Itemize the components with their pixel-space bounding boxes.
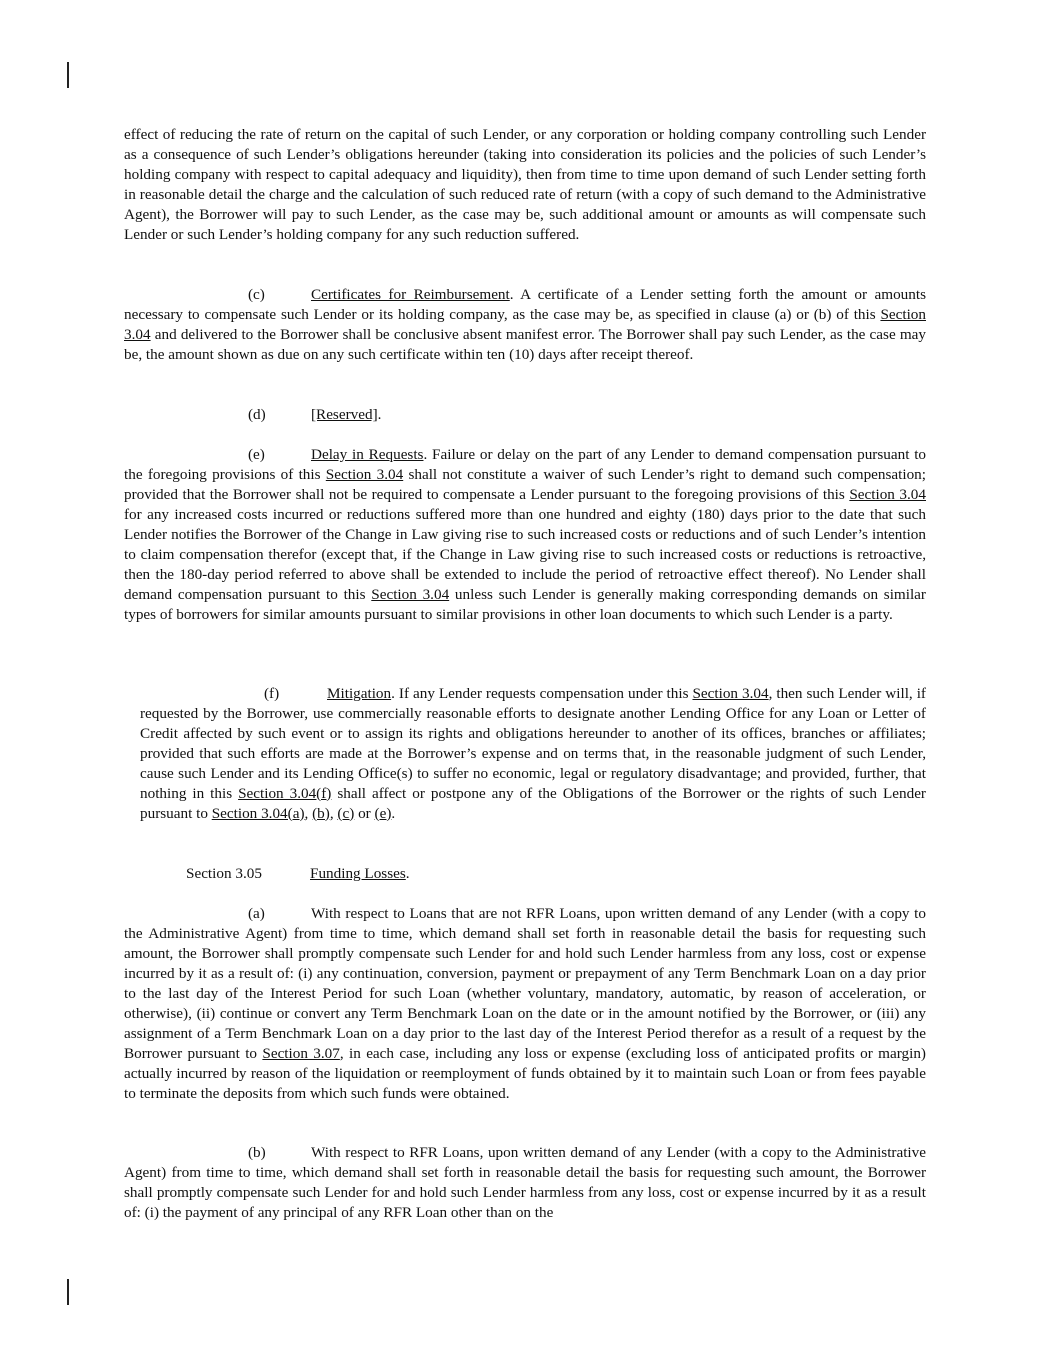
clause-e-text-3: for any increased costs incurred or reductions suffered more than one hundred and eighty (180) days prior to the date that such Lender notifies the Borrower of the Change in Law giving rise to such increased costs or reductions and of such Lender’s intention to claim compensation therefor (except that, if the Change in Law giving rise to such increased costs or reductions is retroactive, then the 180-day period referred to above shall be extended to include the period of retroactive effect thereof). No Lender shall demand compensation pursuant to this (124, 505, 926, 603)
section-title-tail: . (405, 865, 410, 882)
clause-c-text-1: . A certificate of a Lender setting forth the amount or amounts necessary to compensate such Lender or its holding company, as the case may be, as specified in clause (a) or (b) of this (124, 286, 926, 323)
paragraph-e (124, 445, 926, 625)
section-ref-f-2[interactable]: Section 3.04(f) (238, 784, 332, 802)
section-ref-f-6[interactable]: (e) (374, 804, 392, 822)
clause-d-tail: . (377, 406, 382, 423)
section-ref-f-5[interactable]: (c) (337, 804, 355, 822)
clause-f-text-1: . If any Lender requests compensation under this (391, 685, 693, 702)
clause-a-text-2: , in each case, including any loss or expense (excluding loss of anticipated profits or margin) actually incurred by reason of the liquidation or reemployment of funds obtained by it to maintain such Loan or from fees payable to terminate the deposits from which such funds were obtained. (124, 1044, 926, 1102)
section-title: Funding Losses (310, 865, 406, 882)
clause-f-sep-2: , (329, 804, 338, 822)
section-ref-f-3[interactable]: Section 3.04(a) (211, 804, 305, 822)
clause-e-text-2: shall not constitute a waiver of such Lender’s right to demand such compensation; provided that the Borrower shall not be required to compensate a Lender pursuant to the foregoing provisions of this (124, 465, 926, 503)
paragraph-continuation-text: effect of reducing the rate of return on the capital of such Lender, or any corporation or holding company controlling such Lender as a consequence of such Lender’s obligations hereunder (taking into consideration its policies and the policies of such Lender’s holding company with respect to capital adequacy and liquidity), then from time to time upon demand of such Lender setting forth in reasonable detail the charge and the calculation of such reduced rate of return (with a copy of such demand to the Administrative Agent), the Borrower will pay to such Lender, as the case may be, such additional amount or amounts as will compensate such Lender or such Lender’s holding company for any such reduction suffered. (124, 126, 926, 243)
clause-label-b: (b) (248, 1144, 266, 1161)
clause-title-c: Certificates for Reimbursement (311, 286, 510, 303)
clause-f-tail: . (391, 804, 396, 822)
section-number: Section 3.05 (186, 865, 262, 882)
clause-title-f: Mitigation (327, 685, 392, 702)
revision-bar-top (67, 62, 69, 88)
paragraph-d (124, 405, 926, 425)
clause-title-d: [Reserved] (311, 406, 378, 423)
section-ref-e-1[interactable]: Section 3.04 (325, 465, 404, 483)
clause-e-text-4: unless such Lender is generally making corresponding demands on similar types of borrowers for similar amounts pursuant to similar provisions in other loan documents to which such Lender is a party. (124, 585, 926, 623)
clause-c-text-2: and delivered to the Borrower shall be conclusive absent manifest error. The Borrower shall pay such Lender, as the case may be, the amount shown as due on any such certificate within ten (10) days after receipt thereof. (124, 325, 926, 363)
clause-label-a: (a) (248, 905, 265, 922)
clause-f-sep-1: , (304, 804, 313, 822)
clause-label-c: (c) (248, 286, 265, 303)
section-ref-e-2[interactable]: Section 3.04 (849, 485, 926, 503)
clause-f-text-2: , then such Lender will, if requested by the Borrower, use commercially reasonable efforts to designate another Lending Office for any Loan or Letter of Credit affected by such event or to assign its rights and obligations hereunder to another of its offices, branches or affiliates; provided that such efforts are made at the Borrower’s expense and on terms that, in the reasonable judgment of such Lender, cause such Lender and its Lending Office(s) to suffer no economic, legal or regulatory disadvantage; and provided, further, that nothing in this (140, 685, 926, 802)
paragraph-b (124, 1143, 926, 1223)
section-ref-a-1[interactable]: Section 3.07 (262, 1044, 340, 1062)
paragraph-a (124, 904, 926, 1104)
revision-bar-bottom (67, 1279, 69, 1305)
clause-b-text-1: With respect to RFR Loans, upon written demand of any Lender (with a copy to the Administrative Agent) from time to time, which demand shall set forth in reasonable detail the basis for requesting such amount, the Borrower shall promptly compensate such Lender for and hold such Lender harmless from any loss, cost or expense incurred by it as a result of: (i) the payment of any principal of any RFR Loan other than on the (124, 1144, 926, 1221)
paragraph-f (140, 684, 926, 824)
clause-label-f: (f) (264, 685, 280, 702)
clause-label-e: (e) (248, 446, 265, 463)
paragraph-continuation (124, 125, 926, 245)
clause-title-e: Delay in Requests (311, 446, 424, 463)
clause-f-text-3: shall affect or postpone any of the Obligations of the Borrower or the rights of such Lender pursuant to (140, 784, 926, 822)
section-heading-3-05 (186, 864, 410, 884)
section-ref-e-3[interactable]: Section 3.04 (371, 585, 450, 603)
paragraph-c (124, 285, 926, 365)
section-ref-c-1[interactable]: Section 3.04 (124, 305, 926, 343)
section-ref-f-4[interactable]: (b) (312, 804, 330, 822)
clause-a-text-1: With respect to Loans that are not RFR Loans, upon written demand of any Lender (with a copy to the Administrative Agent) from time to time, which demand shall set forth in reasonable detail the basis for requesting such amount, the Borrower shall promptly compensate such Lender for and hold such Lender harmless from any loss, cost or expense incurred by it as a result of: (i) any continuation, conversion, payment or prepayment of any Term Benchmark Loan on a day prior to the last day of the Interest Period for such Loan (whether voluntary, mandatory, automatic, by reason of acceleration, or otherwise), (ii) continue or convert any Term Benchmark Loan on the date or in the amount notified by the Borrower, or (iii) any assignment of a Term Benchmark Loan on a day prior to the last day of the Interest Period therefor as a result of a request by the Borrower pursuant to (124, 905, 926, 1062)
clause-e-text-1: . Failure or delay on the part of any Lender to demand compensation pursuant to the foregoing provisions of this (124, 446, 927, 483)
clause-f-sep-3: or (354, 804, 375, 822)
clause-label-d: (d) (248, 406, 266, 423)
section-ref-f-1[interactable]: Section 3.04 (692, 685, 769, 702)
